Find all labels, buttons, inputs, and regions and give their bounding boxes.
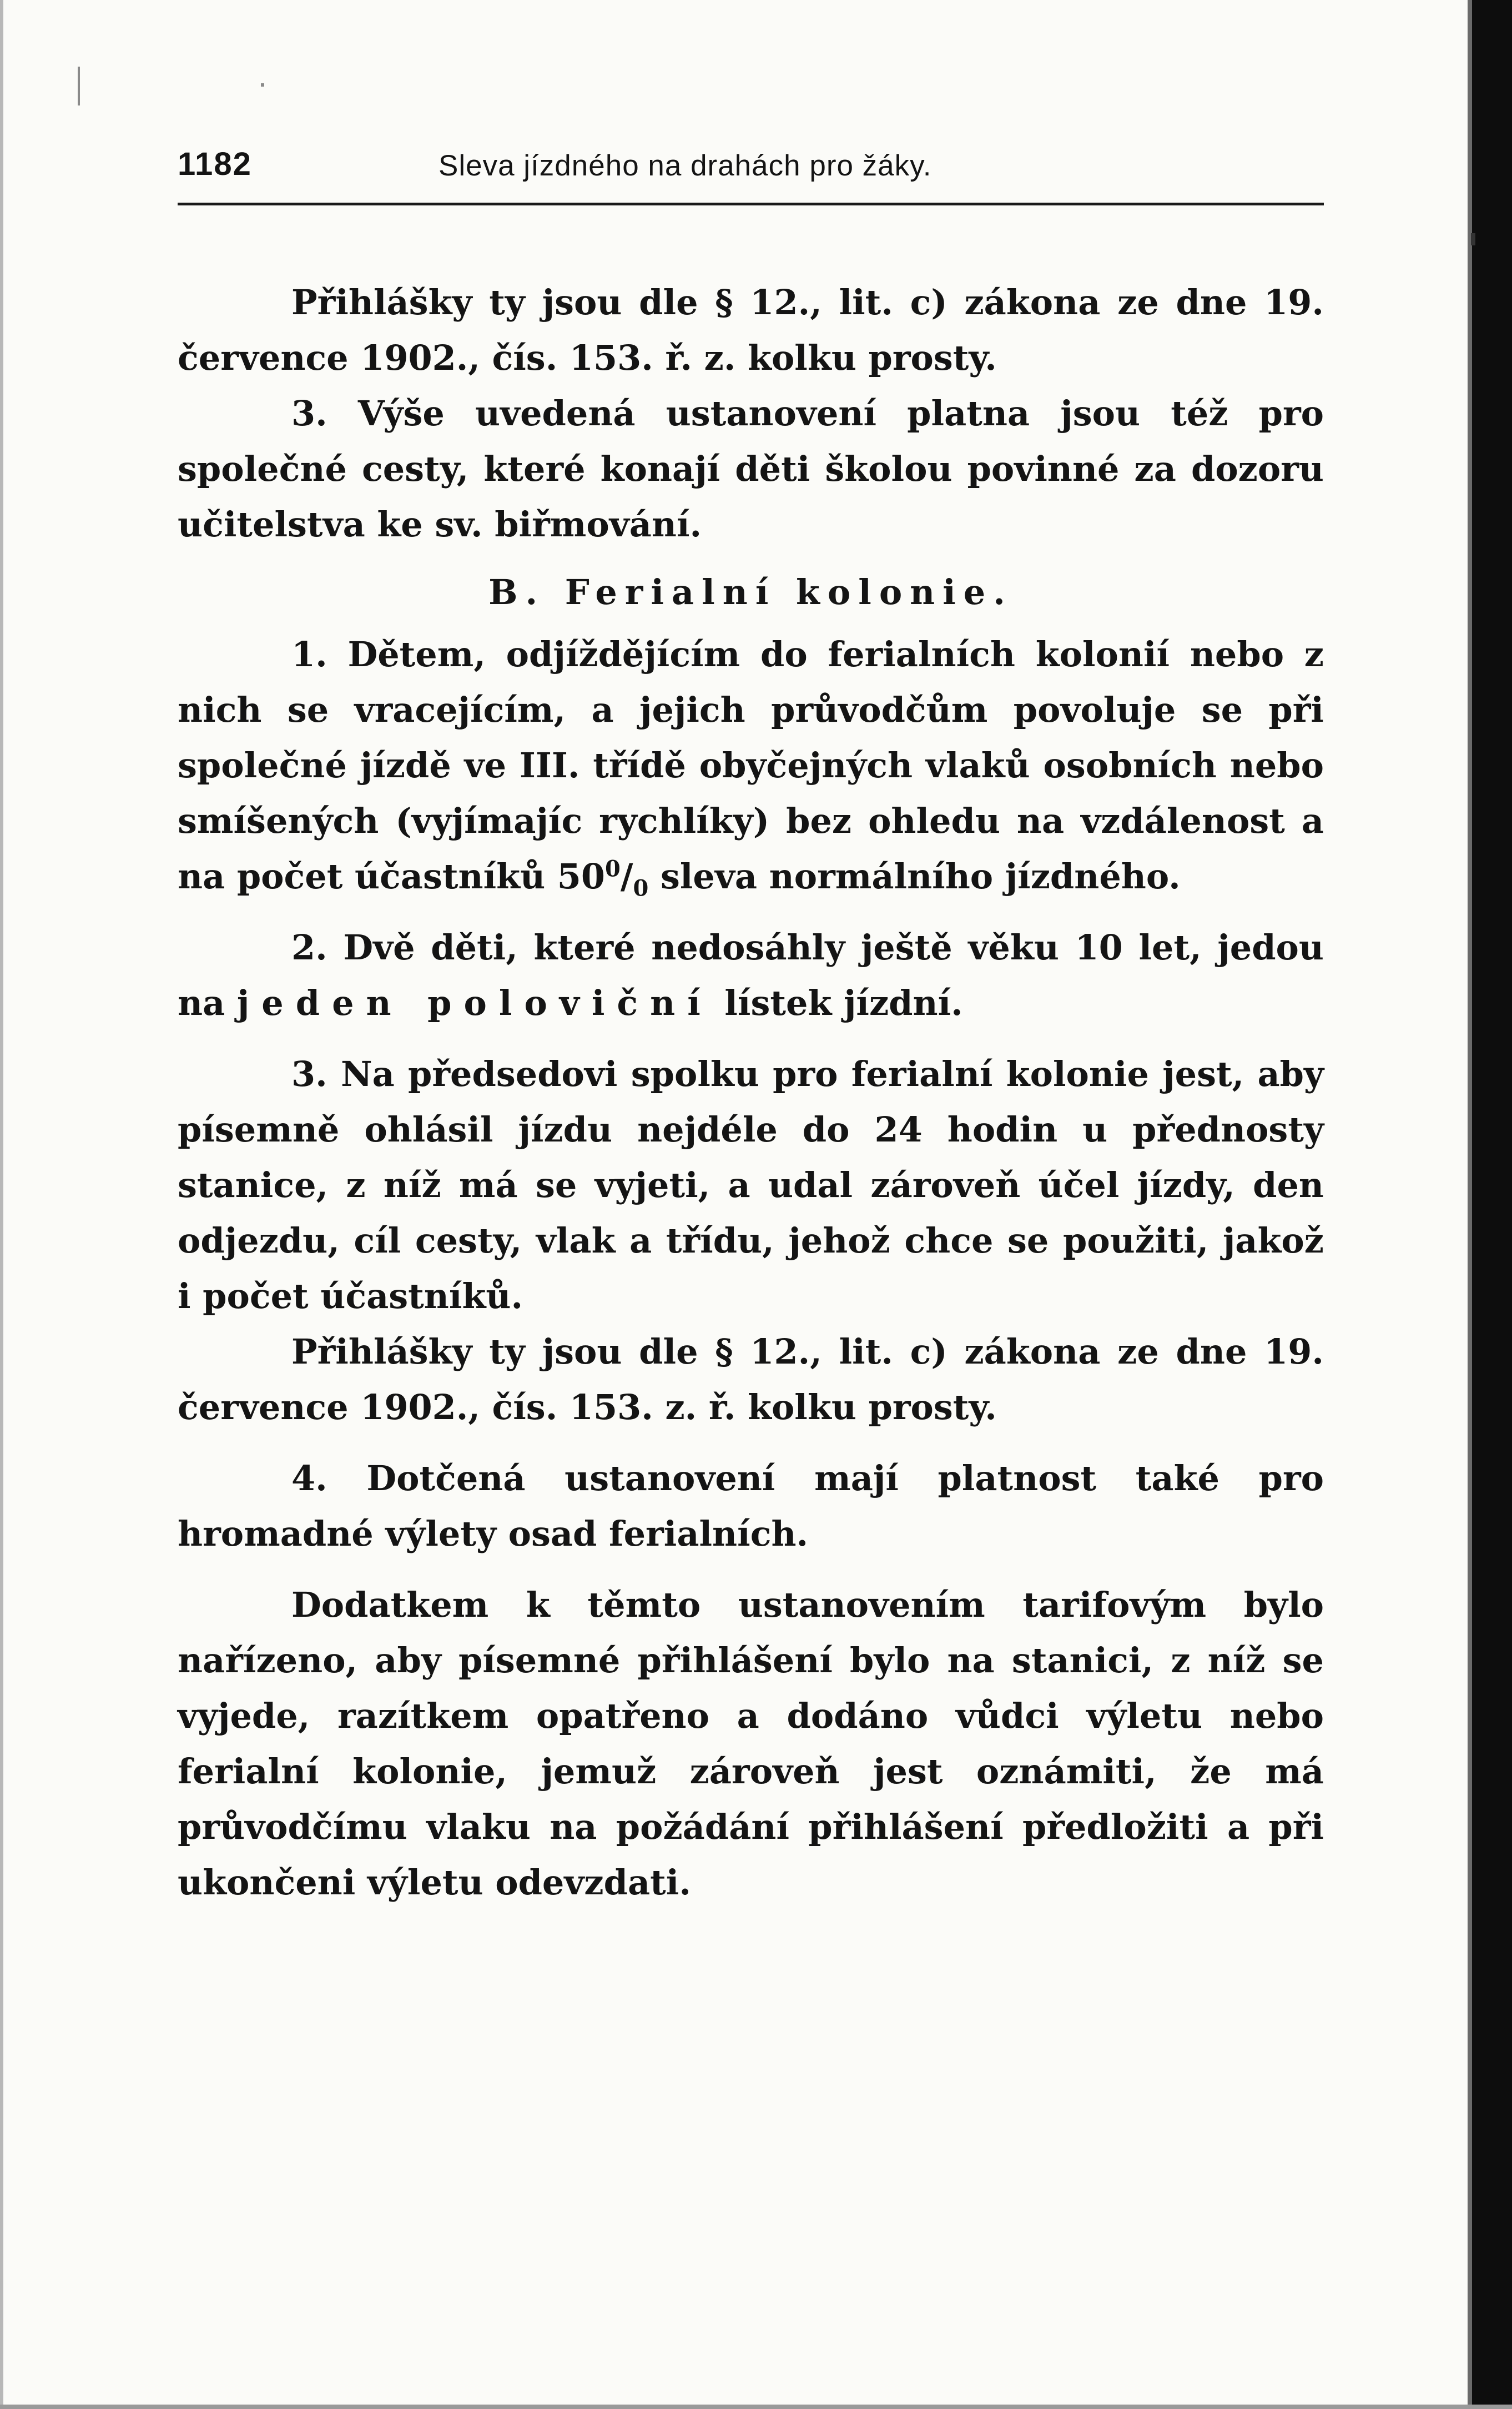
scan-speck xyxy=(1471,233,1475,245)
paragraph-registration-note: Přihlášky ty jsou dle § 12., lit. c) zákona ze dne 19. července 1902., čís. 153. ř. z. kolku prosty. xyxy=(178,282,1324,378)
paragraph-b-item-3: 3. Na předsedovi spolku pro ferialní kolonie jest, aby písemně ohlásil jízdu nejdéle do 24 hodin u přednosty stanice, z níž má se vyjeti, a udal zároveň účel jízdy, den odjezdu, cíl cesty, vlak a třídu, jehož chce se použiti, jakož i počet účastníků. xyxy=(178,1054,1324,1316)
b1-text-before: 1. Dětem, odjíždějícím do ferialních kolonií nebo z nich se vracejícím, a jejich průvodčům povoluje se při společné jízdě ve III. třídě obyčejných vlaků osobních nebo smíšených (vyjímajíc rychlíky) bez ohledu na vzdálenost a na počet účastníků xyxy=(178,634,1324,897)
scan-bottom-edge xyxy=(0,2405,1512,2409)
scan-left-edge xyxy=(0,0,3,2409)
body-text xyxy=(178,275,1324,1910)
scan-speck xyxy=(261,83,264,87)
page-number: 1182 xyxy=(178,146,252,182)
b1-text-after: sleva normálního jízdného. xyxy=(648,856,1181,897)
b2-text-after: lístek jízdní. xyxy=(712,983,963,1023)
paragraph-b-item-4: 4. Dotčená ustanovení mají platnost také pro hromadné výlety osad ferialních. xyxy=(178,1458,1324,1554)
page-header xyxy=(178,145,1324,195)
header-rule xyxy=(178,203,1324,205)
b2-text-before: 2. Dvě děti, které nedosáhly ještě věku 10 let, jedou na xyxy=(178,927,1324,1023)
scan-speck xyxy=(78,67,80,105)
percent-sub: 0 xyxy=(633,875,649,902)
b2-spaced-text: jeden poloviční xyxy=(236,983,713,1023)
running-head: Sleva jízdného na drahách pro žáky. xyxy=(439,149,932,182)
paragraph-b-registration-note: Přihlášky ty jsou dle § 12., lit. c) zákona ze dne 19. července 1902., čís. 153. z. ř. kolku prosty. xyxy=(178,1331,1324,1427)
percent-number: 50 xyxy=(557,856,606,897)
percent-sup: 0 xyxy=(605,856,621,882)
paragraph-b-item-2 xyxy=(178,920,1324,1031)
percent-slash: / xyxy=(620,856,633,897)
scan-right-edge xyxy=(1472,0,1512,2409)
scan-right-edge-shadow xyxy=(1468,0,1472,2409)
section-heading-b: B. Ferialní kolonie. xyxy=(488,572,1013,612)
paragraph-b-item-1 xyxy=(178,627,1324,904)
paragraph-addendum: Dodatkem k těmto ustanovením tarifovým bylo nařízeno, aby písemné přihlášení bylo na stanici, z níž se vyjede, razítkem opatřeno a dodáno vůdci výletu nebo ferialní kolonie, jemuž zároveň jest oznámiti, že má průvodčímu vlaku na požádání přihlášení předložiti a při ukončeni výletu odevzdati. xyxy=(178,1585,1324,1903)
paragraph-item-3: 3. Výše uvedená ustanovení platna jsou též pro společné cesty, které konají děti školou povinné za dozoru učitelstva ke sv. biřmování. xyxy=(178,393,1324,545)
percent-value xyxy=(557,856,649,902)
